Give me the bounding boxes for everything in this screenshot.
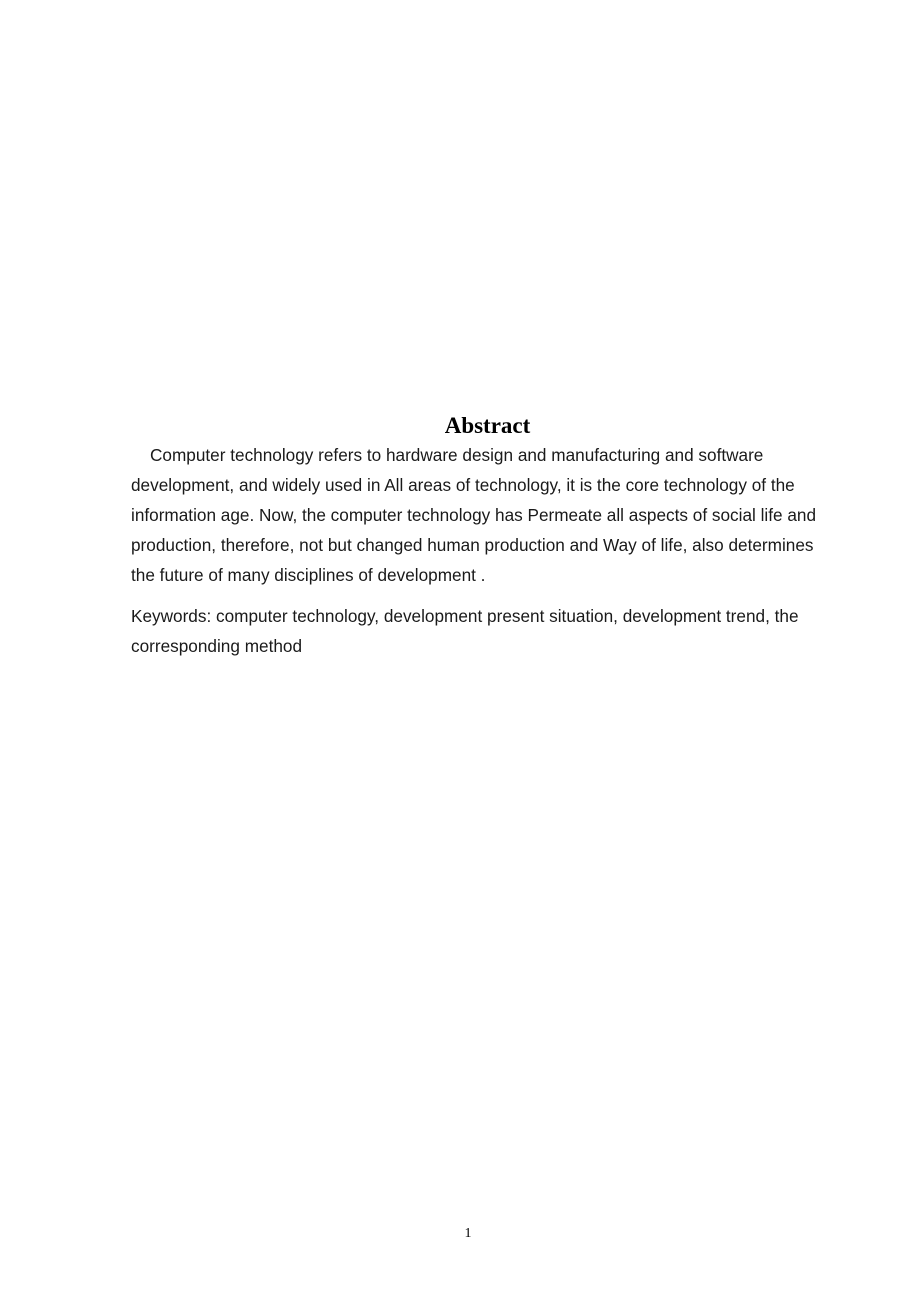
abstract-section <box>131 412 836 661</box>
page-number: 1 <box>464 1226 472 1241</box>
keywords-paragraph: Keywords: computer technology, development present situation, development trend, the corresponding method <box>131 606 799 656</box>
abstract-paragraph: Computer technology refers to hardware design and manufacturing and software development, and widely used in All areas of technology, it is the core technology of the information age. Now, the computer technology has Permeate all aspects of social life and production, therefore, not but changed human production and Way of life, also determines the future of many disciplines of development . <box>131 445 817 585</box>
abstract-heading: Abstract <box>444 413 531 438</box>
